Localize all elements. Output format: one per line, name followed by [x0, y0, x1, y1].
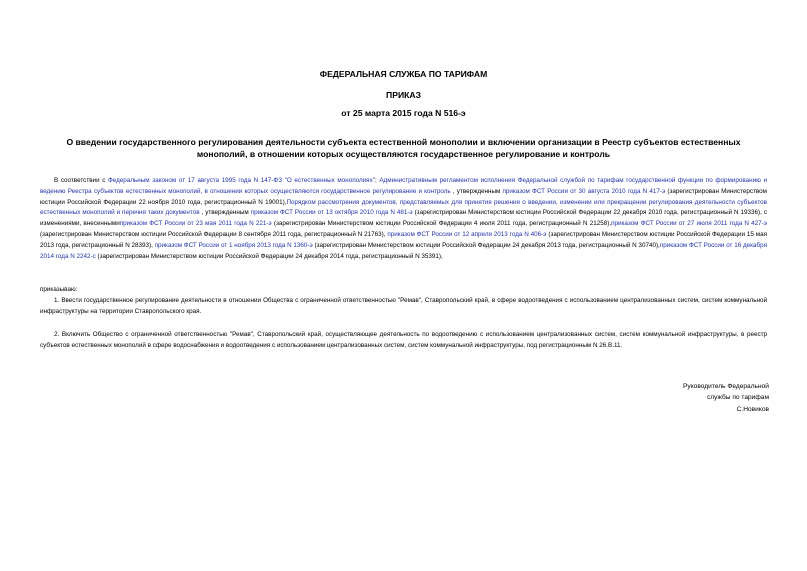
link-order-2242[interactable]: приказом ФСТ России от 16 декабря 2014 года N 2242-с [40, 241, 767, 260]
preamble-paragraph [40, 176, 767, 262]
text-fragment: (зарегистрирован Министерством юстиции Российской Федерации 8 сентября 2011 года, регистрационный N 21763), [40, 230, 388, 238]
link-order-221[interactable]: приказом ФСТ России от 23 мая 2011 года N 221-э [119, 220, 272, 228]
signer-name: С.Новиков [736, 405, 769, 413]
link-order-1360[interactable]: приказом ФСТ России от 1 ноября 2013 года N 1360-э [154, 241, 313, 249]
agency-name: ФЕДЕРАЛЬНАЯ СЛУЖБА ПО ТАРИФАМ [319, 69, 488, 79]
link-procedure[interactable]: Порядком рассмотрения документов, представляемых для принятия решения о введении, изменении или прекращении регулирования деятельности субъектов естественных монополий и перечня таких документов [40, 198, 767, 217]
document-title: О введении государственного регулирования деятельности субъекта естественной монополии и включении организации в Реестр субъектов естественных монополий, в отношении которых осуществляются государственное регулирование и контроль [66, 137, 741, 159]
signer-position-line1: Руководитель Федеральной [683, 383, 769, 390]
text-fragment: (зарегистрирован Министерством юстиции Российской Федерации 24 декабря 2014 года, регистрационный N 35391), [95, 252, 443, 260]
link-order-427[interactable]: приказом ФСТ России от 27 июля 2011 года N 427-э [611, 220, 767, 228]
text-fragment: , утвержденным [450, 187, 503, 195]
text-fragment: (зарегистрирован Министерством юстиции Российской Федерации 24 декабря 2013 года, регистрационный N 30740), [312, 241, 660, 249]
order-item-2: 2. Включить Общество с ограниченной ответственностью "Ремав", Ставропольский край, осуществляющее деятельность по водоотведению с использованием централизованных систем, систем коммунальной инфраструктуры, в реестр субъектов естественных монополий в сфере водоснабжения и водоотведения с использованием централизованных систем, систем коммунальной инфраструктуры, под регистрационным N 26.В.11. [40, 331, 767, 349]
link-order-481[interactable]: приказом ФСТ России от 13 октября 2010 года N 481-э [250, 209, 413, 217]
order-item-1: 1. Ввести государственное регулирование деятельности в отношении Общества с ограниченной ответственностью "Ремав", Ставропольский край, в сфере водоотведения с использованием централизованных систем, систем коммунальной инфраструктуры на территории Ставропольского края. [40, 297, 767, 315]
document-date-number: от 25 марта 2015 года N 516-э [341, 108, 466, 118]
text-fragment: (зарегистрирован Министерством юстиции Российской Федерации 22 ноября 2010 года, регистрационный N 19001), [40, 187, 767, 206]
document-type: ПРИКАЗ [386, 90, 421, 100]
signer-position-line2: службы по тарифам [706, 394, 769, 402]
text-fragment: ; [374, 177, 380, 184]
link-order-417[interactable]: приказом ФСТ России от 30 августа 2010 года N 417-э [502, 187, 666, 195]
link-admin-regulation[interactable]: Административным регламентом исполнения Федеральной службой по тарифам государственной функции по формированию и ведению Реестра субъектов естественных монополий, в отношении которых осуществляются государственное регулирование и контроль [40, 177, 767, 195]
link-federal-law[interactable]: Федеральным законом от 17 августа 1995 года N 147-ФЗ "О естественных монополиях" [107, 177, 375, 184]
order-keyword: приказываю: [40, 286, 78, 293]
text-fragment: (зарегистрирован Министерством юстиции Российской Федерации 15 мая 2013 года, регистрационный N 28393), [40, 230, 767, 249]
link-order-406[interactable]: приказом ФСТ России от 12 апреля 2013 года N 406-э [387, 230, 547, 238]
text-fragment: (зарегистрирован Министерством юстиции Российской Федерации 4 июля 2011 года, регистрационный N 21258), [271, 220, 612, 228]
text-fragment: (зарегистрирован Министерством юстиции Российской Федерации 22 декабря 2010 года, регистрационный N 19336), с изменениями, внесенными [40, 209, 767, 228]
text-fragment: В соответствии с [54, 177, 108, 184]
text-fragment: , утвержденным [199, 209, 251, 217]
signature-block [569, 381, 769, 415]
